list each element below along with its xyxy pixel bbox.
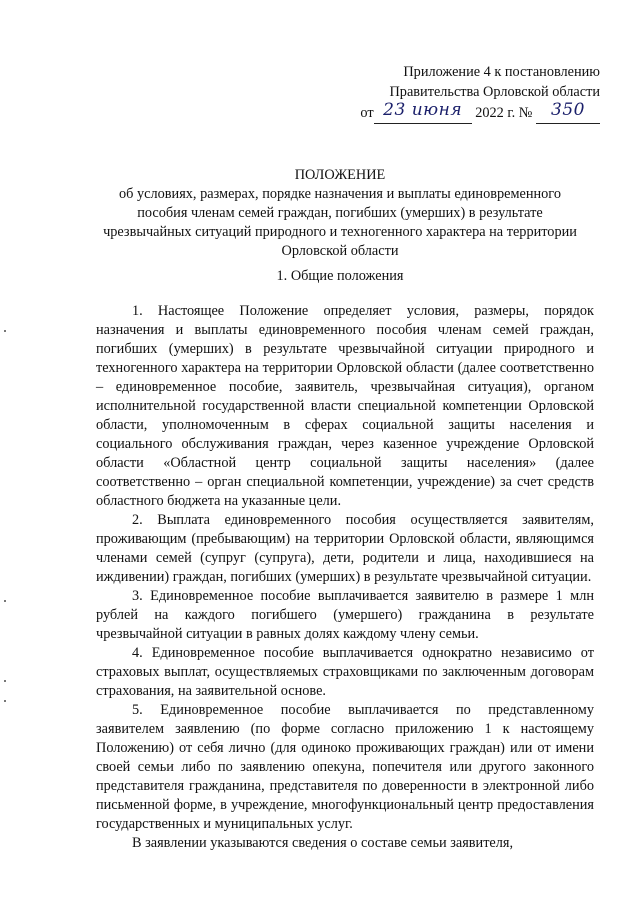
paragraph: 4. Единовременное пособие выплачивается однократно независимо от страховых выплат, осуществляемых страховщиками по заключенным договорам страхования, на заявительной основе. <box>96 645 594 699</box>
paragraph: 1. Настоящее Положение определяет условия, размеры, порядок назначения и выплаты единовременного пособия членам семей граждан, погибших (умерших) в результате чрезвычайной ситуации природного и техногенного характера на территории Орловской области (далее соответственно – единовременное пособие, заявитель, чрезвычайная ситуация), органом исполнительной государственной власти специальной компетенции Орловской области, уполномоченным в сферах социальной защиты населения и социального обслуживания граждан, через казенное учреждение Орловской области «Областной центр социальной защиты населения» (далее соответственно – орган специальной компетенции, учреждение) за счет средств областного бюджета на указанные цели. <box>96 303 594 509</box>
section-heading: 1. Общие положения <box>276 268 404 284</box>
paragraph: 2. Выплата единовременного пособия осуществляется заявителям, проживающим (пребывающим) на территории Орловской области, являющимся членами семей (супруг (супруга), дети, родители и лица, находившиеся на иждивении) граждан, погибших (умерших) в результате чрезвычайной ситуации. <box>96 512 594 585</box>
title-line-2: пособия членам семей граждан, погибших (умерших) в результате <box>137 205 543 221</box>
header-line-2: Правительства Орловской области <box>389 84 600 100</box>
header-from: от <box>360 105 374 121</box>
title-line-3: чрезвычайных ситуаций природного и техногенного характера на территории <box>103 224 577 240</box>
title-line-1: об условиях, размерах, порядке назначения и выплаты единовременного <box>119 186 561 202</box>
scan-mark <box>4 700 6 702</box>
header-line-3 <box>330 102 600 124</box>
scan-mark <box>4 680 6 682</box>
header-year: 2022 г. № <box>475 105 533 121</box>
handwritten-date: 23 июня <box>374 102 472 124</box>
scan-mark <box>4 600 6 602</box>
title-line-4: Орловской области <box>281 243 399 259</box>
paragraph: 3. Единовременное пособие выплачивается заявителю в размере 1 млн рублей на каждого погибшего (умершего) гражданина в результате чрезвычайной ситуации в равных долях каждому члену семьи. <box>96 588 594 642</box>
title-heading: ПОЛОЖЕНИЕ <box>294 167 386 183</box>
document-header <box>330 62 600 124</box>
handwritten-number: 350 <box>536 102 600 124</box>
paragraph: 5. Единовременное пособие выплачивается по представленному заявителем заявлению (по форме согласно приложению 1 к настоящему Положению) от себя лично (для одиноко проживающих граждан) или от имени своей семьи либо по заявлению опекуна, попечителя или другого законного представителя гражданина, представителя по доверенности в электронной либо письменной форме, в учреждение, многофункциональный центр предоставления государственных и муниципальных услуг. <box>96 702 594 832</box>
document-body <box>96 302 594 853</box>
header-line-1: Приложение 4 к постановлению <box>403 64 600 80</box>
scan-mark <box>4 330 6 332</box>
paragraph: В заявлении указываются сведения о составе семьи заявителя, <box>132 835 514 851</box>
document-title <box>80 166 600 261</box>
